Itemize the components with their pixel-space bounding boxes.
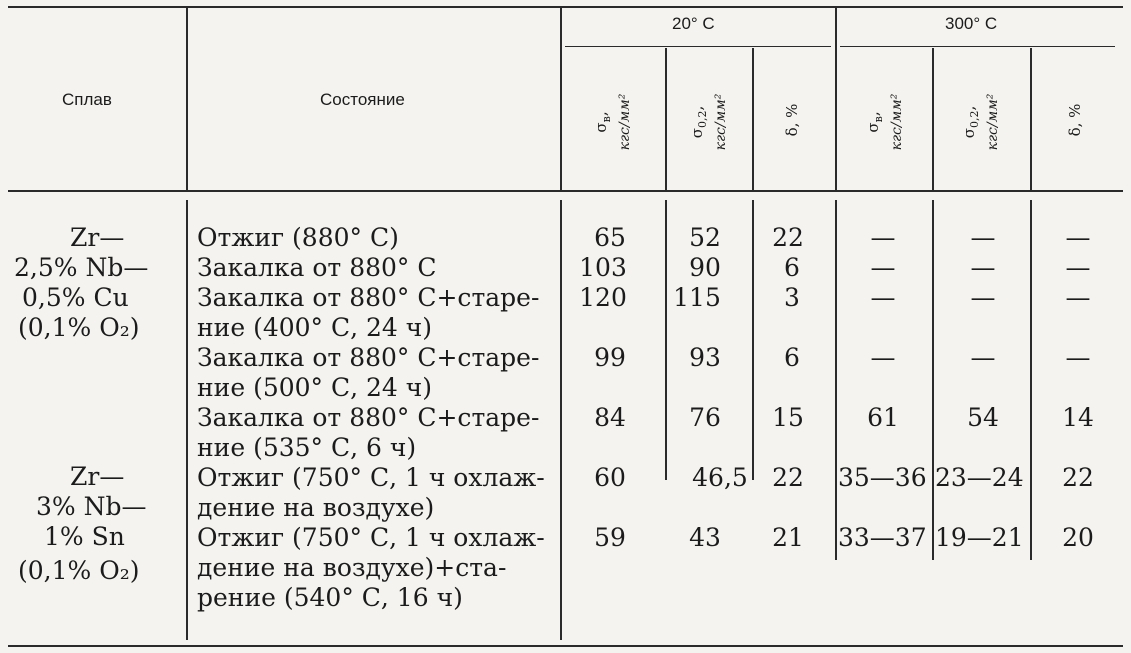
cell-r5-c1: 84: [594, 403, 626, 432]
cell-r2-c4: —: [870, 253, 896, 282]
alloy-2-line-1: Zr—: [70, 462, 125, 491]
col-divider-c3: [752, 48, 754, 190]
cell-r5-c4: 61: [867, 403, 899, 432]
col-divider-alloy-body: [186, 200, 188, 640]
alloy-1-line-3: 0,5% Cu: [22, 283, 129, 312]
cell-r3-c5: —: [970, 283, 996, 312]
col-divider-c2: [665, 48, 667, 190]
cell-r1-c3: 22: [772, 223, 804, 252]
state-r1-l1: Отжиг (880° С): [197, 223, 399, 252]
cell-r5-c6: 14: [1062, 403, 1094, 432]
col-divider-c6-body: [1030, 200, 1032, 560]
cell-r3-c6: —: [1065, 283, 1091, 312]
state-r5-l1: Закалка от 880° С+старе-: [197, 403, 540, 432]
col-divider-c5-body: [932, 200, 934, 560]
bottom-rule: [8, 645, 1123, 647]
cell-r7-c4: 33—37: [838, 523, 927, 552]
state-r7-l2: дение на воздухе)+ста-: [197, 553, 507, 582]
cell-r5-c2: 76: [689, 403, 721, 432]
cell-r3-c3: 3: [784, 283, 800, 312]
alloy-2-line-3: 1% Sn: [44, 522, 125, 551]
alloy-1-line-4: (0,1% O₂): [18, 313, 140, 342]
cell-r2-c3: 6: [784, 253, 800, 282]
header-temp-300: 300° С: [945, 14, 998, 33]
cell-r4-c1: 99: [594, 343, 626, 372]
alloy-1-line-2: 2,5% Nb—: [14, 253, 149, 282]
cell-r4-c2: 93: [689, 343, 721, 372]
cell-r4-c6: —: [1065, 343, 1091, 372]
cell-r3-c2: 115: [673, 283, 721, 312]
header-rule: [8, 190, 1123, 192]
cell-r1-c5: —: [970, 223, 996, 252]
cell-r4-c3: 6: [784, 343, 800, 372]
alloy-2-line-4: (0,1% O₂): [18, 556, 140, 585]
col-divider-c5: [932, 48, 934, 190]
col-divider-state: [560, 8, 562, 190]
cell-r6-c1: 60: [594, 463, 626, 492]
cell-r4-c5: —: [970, 343, 996, 372]
cell-r7-c3: 21: [772, 523, 804, 552]
temp20-rule: [565, 46, 831, 47]
cell-r5-c3: 15: [772, 403, 804, 432]
state-r4-l2: ние (500° С, 24 ч): [197, 373, 433, 402]
header-temp-20: 20° С: [672, 14, 715, 33]
cell-r1-c1: 65: [594, 223, 626, 252]
cell-r2-c5: —: [970, 253, 996, 282]
header-sigma-02-300: $\sigma_{0,2}$, кгс/мм²: [960, 93, 1001, 151]
top-rule: [8, 6, 1123, 8]
state-r3-l1: Закалка от 880° С+старе-: [197, 283, 540, 312]
cell-r6-c3: 22: [772, 463, 804, 492]
header-sigma-02-20: $\sigma_{0,2}$, кгс/мм²: [688, 93, 729, 151]
temp300-rule: [840, 46, 1115, 47]
cell-r2-c1: 103: [579, 253, 627, 282]
cell-r1-c2: 52: [689, 223, 721, 252]
header-sigma-b-20: $\sigma_в$, кгс/мм²: [592, 93, 633, 151]
state-r2-l1: Закалка от 880° С: [197, 253, 437, 282]
state-r6-l1: Отжиг (750° С, 1 ч охлаж-: [197, 463, 545, 492]
cell-r6-c2: 46,5: [692, 463, 748, 492]
cell-r3-c1: 120: [579, 283, 627, 312]
cell-r2-c2: 90: [689, 253, 721, 282]
cell-r1-c4: —: [870, 223, 896, 252]
state-r6-l2: дение на воздухе): [197, 493, 435, 522]
alloy-2-line-2: 3% Nb—: [36, 492, 147, 521]
header-delta-20: δ, %: [783, 103, 801, 137]
header-delta-300: δ, %: [1066, 103, 1084, 137]
col-divider-state-body: [560, 200, 562, 640]
state-r7-l3: рение (540° С, 16 ч): [197, 583, 463, 612]
cell-r1-c6: —: [1065, 223, 1091, 252]
state-r4-l1: Закалка от 880° С+старе-: [197, 343, 540, 372]
state-r3-l2: ние (400° С, 24 ч): [197, 313, 433, 342]
state-r7-l1: Отжиг (750° С, 1 ч охлаж-: [197, 523, 545, 552]
col-divider-alloy: [186, 8, 188, 190]
cell-r7-c1: 59: [594, 523, 626, 552]
cell-r2-c6: —: [1065, 253, 1091, 282]
cell-r6-c6: 22: [1062, 463, 1094, 492]
col-divider-temp: [835, 8, 837, 190]
cell-r7-c2: 43: [689, 523, 721, 552]
cell-r6-c4: 35—36: [838, 463, 927, 492]
cell-r6-c5: 23—24: [935, 463, 1024, 492]
header-sigma-b-300: $\sigma_в$, кгс/мм²: [864, 93, 905, 151]
col-divider-c2-body: [665, 200, 667, 480]
header-alloy: Сплав: [62, 90, 112, 109]
col-divider-temp-body: [835, 200, 837, 560]
col-divider-c6: [1030, 48, 1032, 190]
alloy-1-line-1: Zr—: [70, 223, 125, 252]
cell-r7-c6: 20: [1062, 523, 1094, 552]
state-r5-l2: ние (535° С, 6 ч): [197, 433, 417, 462]
cell-r3-c4: —: [870, 283, 896, 312]
cell-r4-c4: —: [870, 343, 896, 372]
header-state: Состояние: [320, 90, 405, 109]
cell-r7-c5: 19—21: [935, 523, 1024, 552]
cell-r5-c5: 54: [967, 403, 999, 432]
